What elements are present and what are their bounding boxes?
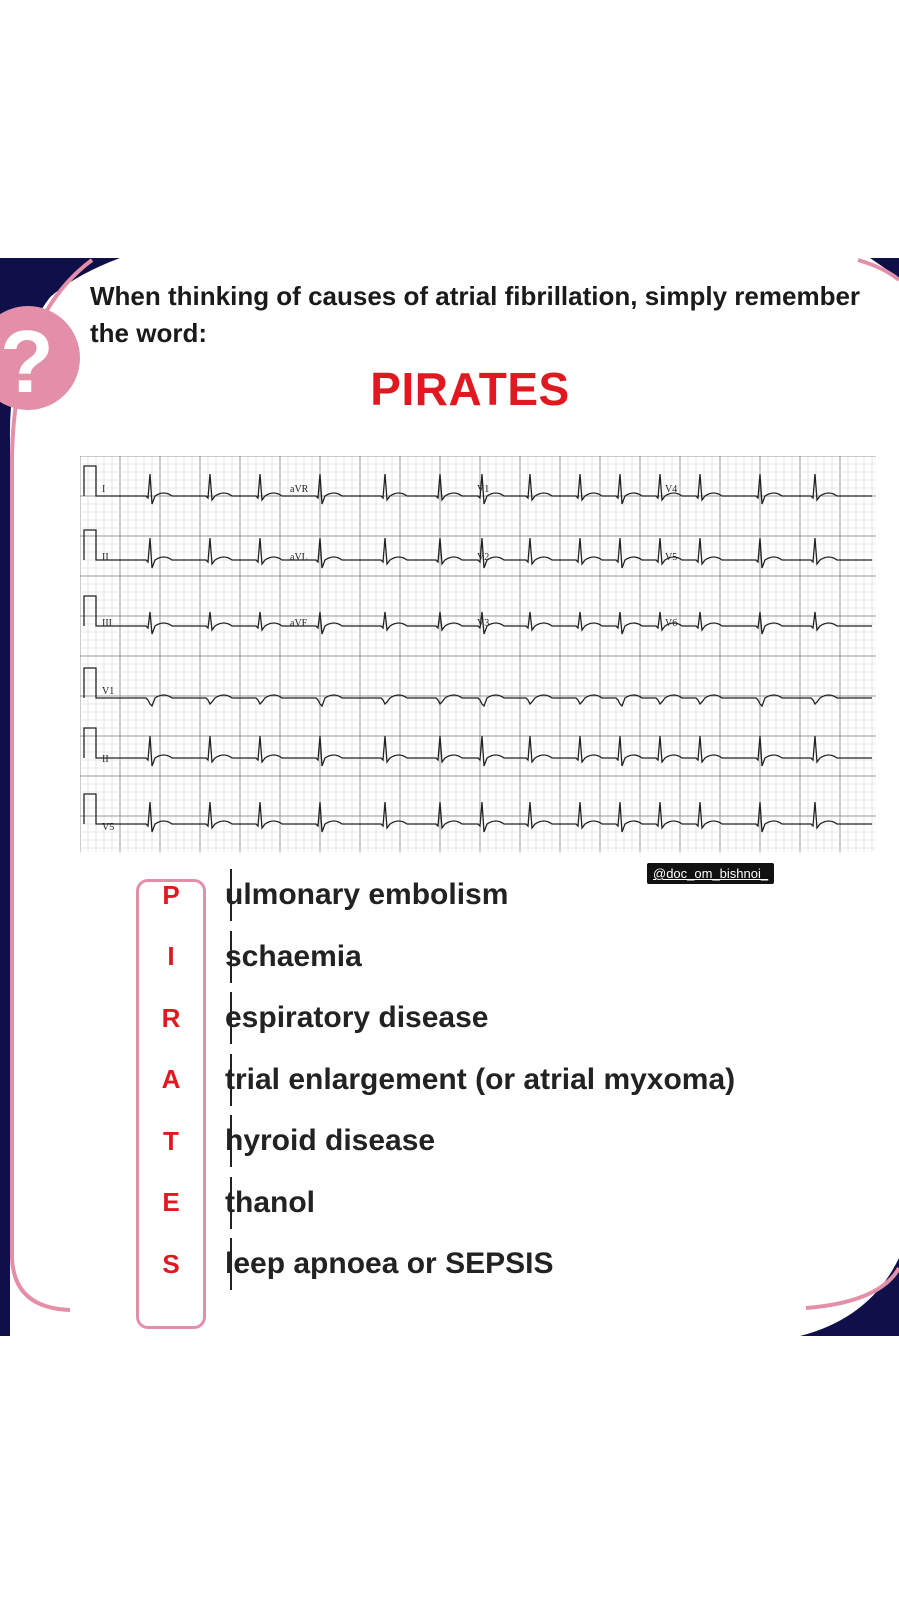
mnemonic-text: trial enlargement (or atrial myxoma) — [225, 1062, 736, 1096]
lead-label: III — [102, 618, 112, 629]
lead-label: V5 — [665, 552, 678, 563]
lead-label: aVF — [290, 618, 308, 629]
lead-label: V5 — [102, 822, 115, 833]
watermark-handle: @doc_om_bishnoi_ — [647, 863, 774, 884]
mnemonic-text: thanol — [225, 1185, 315, 1219]
mnemonic-letter: P — [162, 879, 180, 910]
mnemonic-row — [136, 1115, 436, 1167]
lead-label: V3 — [477, 618, 490, 629]
lead-label: V2 — [477, 552, 490, 563]
mnemonic-text: hyroid disease — [225, 1124, 436, 1157]
lead-label: V1 — [102, 686, 115, 697]
mnemonic-row — [136, 992, 489, 1044]
ecg-strip — [80, 456, 876, 852]
question-mark-icon: ? — [0, 312, 54, 411]
lead-label: I — [102, 484, 106, 495]
mnemonic-letter: R — [161, 1002, 181, 1033]
mnemonic-row — [136, 1238, 554, 1290]
intro-line-1: When thinking of causes of atrial fibrillation, simply remember — [90, 281, 861, 311]
lead-label: II — [102, 754, 109, 765]
mnemonic-letter: T — [163, 1125, 179, 1156]
mnemonic-letter: A — [161, 1064, 181, 1094]
page-title: PIRATES — [370, 363, 570, 415]
lead-label: aVL — [290, 552, 308, 563]
mnemonic-row — [136, 931, 362, 983]
mnemonic-letter: I — [167, 941, 175, 971]
intro-line-2: the word: — [90, 318, 207, 348]
ecg-background — [80, 456, 876, 852]
mnemonic-text: leep apnoea or SEPSIS — [225, 1247, 554, 1280]
lead-label: V4 — [665, 484, 678, 495]
mnemonic-letter: S — [162, 1248, 180, 1279]
mnemonic-row — [136, 869, 509, 921]
mnemonic-row — [136, 1054, 736, 1106]
mnemonic-letter: E — [162, 1187, 180, 1217]
lead-label: II — [102, 552, 109, 563]
lead-label: aVR — [290, 484, 309, 495]
lead-label: V1 — [477, 484, 490, 495]
intro-text — [90, 278, 890, 352]
mnemonic-text: espiratory disease — [225, 1001, 489, 1034]
mnemonic-row — [136, 1177, 315, 1229]
lead-label: V6 — [665, 618, 678, 629]
mnemonic-text: schaemia — [225, 939, 362, 973]
mnemonic-text: ulmonary embolism — [225, 878, 509, 911]
